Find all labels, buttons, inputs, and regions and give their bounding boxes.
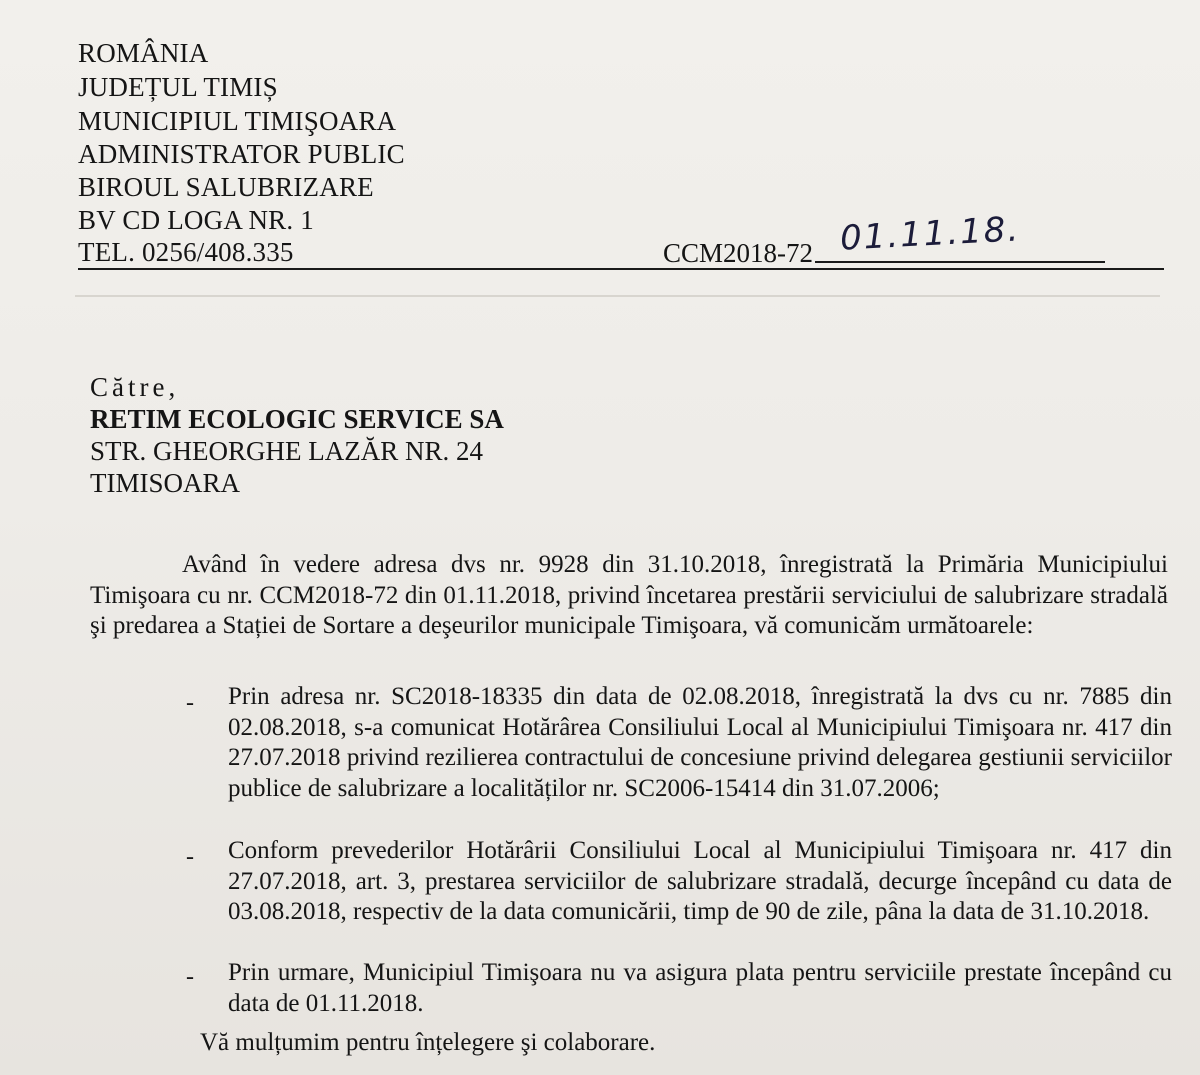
bullet-marker-3: - xyxy=(186,964,194,990)
intro-paragraph: Având în vedere adresa dvs nr. 9928 din 31.10.2018, înregistrată la Primăria Municipiului Timişoara cu nr. CCM2018-72 din 01.11.2018, privind încetarea prestării serviciului de salubrizare stradală şi predarea a Stației de Sortare a deşeurilor municipale Timişoara, vă comunicăm următoarele: xyxy=(90,551,1168,639)
list-item-2: Conform prevederilor Hotărârii Consiliului Local al Municipiului Timişoara nr. 417 din 27.07.2018, art. 3, prestarea serviciilor de salubrizare stradală, decurge începând cu data de 03.08.2018, respectiv de la data comunicării, timp de 90 de zile, pâna la data de 31.10.2018. xyxy=(228,837,1172,925)
recipient-to-label: Către, xyxy=(90,372,180,402)
list-item-3: Prin urmare, Municipiul Timişoara nu va asigura plata pentru serviciile prestate începând cu data de 01.11.2018. xyxy=(228,959,1172,1017)
registration-number: CCM2018-72 xyxy=(663,238,814,268)
header-county: JUDEȚUL TIMIȘ xyxy=(78,72,278,102)
bullet-marker-1: - xyxy=(186,690,194,716)
header-office: ADMINISTRATOR PUBLIC xyxy=(78,139,405,169)
header-department: BIROUL SALUBRIZARE xyxy=(78,172,374,202)
bullet-marker-2: - xyxy=(186,844,194,870)
reference-underline xyxy=(815,261,1105,263)
header-rule xyxy=(78,268,1164,270)
header-country: ROMÂNIA xyxy=(78,38,209,68)
handwritten-date: 01.11.18. xyxy=(839,209,1022,259)
recipient-city: TIMISOARA xyxy=(90,468,241,498)
list-item-1: Prin adresa nr. SC2018-18335 din data de 02.08.2018, înregistrată la dvs cu nr. 7885 din 02.08.2018, s-a comunicat Hotărârea Consiliului Local al Municipiului Timişoara nr. 417 din 27.07.2018 privind rezilierea contractului de concesiune privind delegarea gestiunii serviciilor publice de salubrizare a localităților nr. SC2006-15414 din 31.07.2006; xyxy=(228,683,1172,802)
bleed-through-rule xyxy=(75,295,1160,297)
header-address: BV CD LOGA NR. 1 xyxy=(78,205,314,235)
recipient-company: RETIM ECOLOGIC SERVICE SA xyxy=(90,404,504,434)
closing-line: Vă mulțumim pentru înțelegere şi colaborare. xyxy=(200,1029,656,1056)
recipient-street: STR. GHEORGHE LAZĂR NR. 24 xyxy=(90,436,484,466)
header-phone: TEL. 0256/408.335 xyxy=(78,237,294,267)
header-municipality: MUNICIPIUL TIMIŞOARA xyxy=(78,106,397,136)
